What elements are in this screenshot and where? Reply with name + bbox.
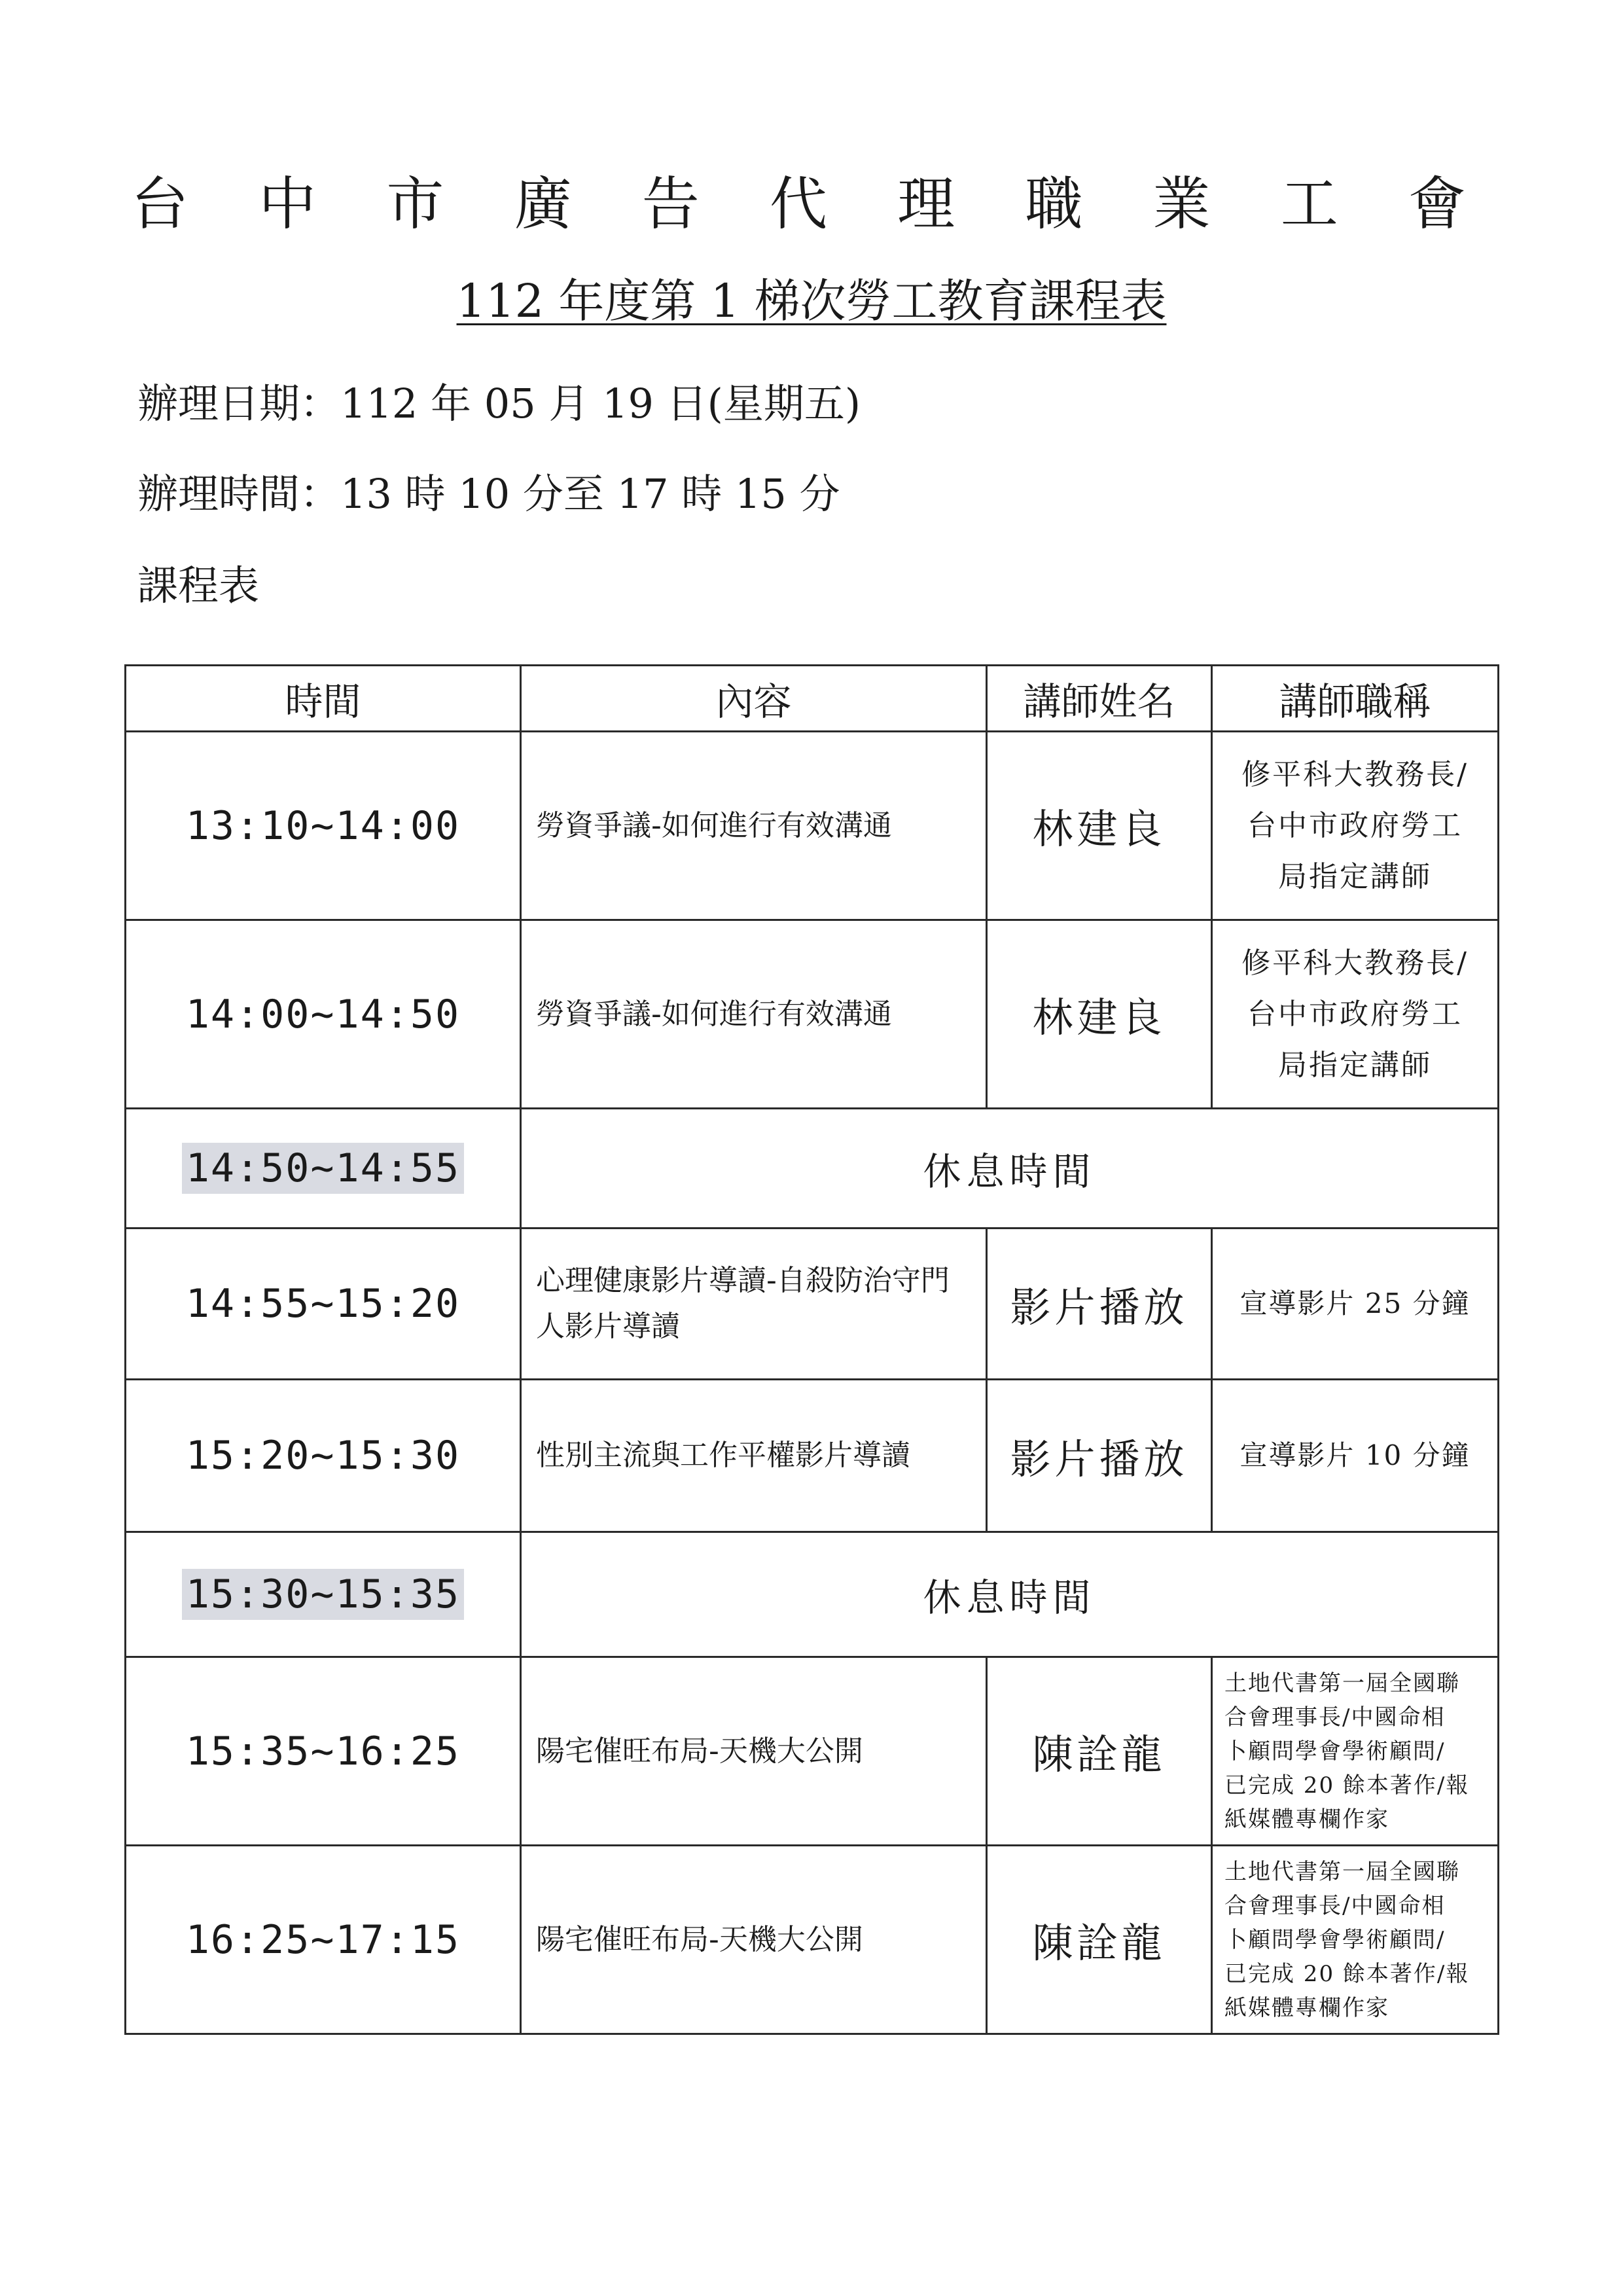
org-title-char: 理 [897, 170, 955, 238]
break-row [126, 1109, 1499, 1229]
title-line: 台中市政府勞工 [1247, 997, 1463, 1031]
subtitle-text: 112 年度第 1 梯次勞工教育課程表 [456, 274, 1167, 328]
table-row [126, 732, 1499, 920]
title-line: 合會理事長/中國命相 [1224, 1704, 1446, 1731]
event-time-line: 辦理時間：13 時 10 分至 17 時 15 分 [137, 470, 840, 518]
table-row [126, 1657, 1499, 1846]
title-line: 已完成 20 餘本著作/報 [1224, 1960, 1470, 1987]
header-lecturer-name: 講師姓名 [987, 666, 1212, 732]
org-title-char: 告 [641, 170, 700, 238]
title-line: 合會理事長/中國命相 [1224, 1892, 1446, 1919]
lecturer-cell: 影片播放 [987, 1229, 1212, 1380]
header-lecturer-title: 講師職稱 [1212, 666, 1499, 732]
content-cell: 勞資爭議-如何進行有效溝通 [521, 920, 987, 1109]
title-line: 局指定講師 [1278, 859, 1432, 893]
time-cell: 16:25~17:15 [126, 1846, 521, 2034]
table-row [126, 920, 1499, 1109]
lecturer-cell: 林建良 [987, 920, 1212, 1109]
table-row [126, 1229, 1499, 1380]
table-header-row [126, 666, 1499, 732]
org-title-char: 職 [1025, 170, 1083, 238]
org-title-char: 中 [259, 170, 317, 238]
header-time: 時間 [126, 666, 521, 732]
time-cell: 15:35~16:25 [126, 1657, 521, 1846]
title-line: 修平科大教務長/ [1241, 757, 1469, 791]
content-cell: 陽宅催旺布局-天機大公開 [521, 1657, 987, 1846]
title-line: 土地代書第一屆全國聯 [1224, 1858, 1460, 1885]
lecturer-cell: 陳詮龍 [987, 1846, 1212, 2034]
org-title-char: 廣 [514, 170, 572, 238]
document-subtitle [0, 268, 1623, 334]
time-cell [126, 1532, 521, 1657]
content-cell: 陽宅催旺布局-天機大公開 [521, 1846, 987, 2034]
time-cell: 14:00~14:50 [126, 920, 521, 1109]
title-line: 台中市政府勞工 [1247, 808, 1463, 842]
title-line: 卜顧問學會學術顧問/ [1224, 1926, 1446, 1953]
time-cell: 13:10~14:00 [126, 732, 521, 920]
lecturer-title-cell [1212, 1380, 1499, 1532]
title-line: 已完成 20 餘本著作/報 [1224, 1772, 1470, 1799]
lecturer-cell: 影片播放 [987, 1380, 1212, 1532]
lecturer-title-cell [1212, 732, 1499, 920]
course-schedule-table [124, 664, 1499, 2035]
schedule-label: 課程表 [137, 562, 260, 609]
time-cell: 14:55~15:20 [126, 1229, 521, 1380]
time-cell: 15:20~15:30 [126, 1380, 521, 1532]
lecturer-title-cell [1212, 1657, 1499, 1846]
lecturer-cell: 林建良 [987, 732, 1212, 920]
event-date-line: 辦理日期：112 年 05 月 19 日(星期五) [137, 380, 861, 427]
content-cell: 勞資爭議-如何進行有效溝通 [521, 732, 987, 920]
title-line: 紙媒體專欄作家 [1224, 1994, 1389, 2021]
content-cell: 性別主流與工作平權影片導讀 [521, 1380, 987, 1532]
title-line: 卜顧問學會學術顧問/ [1224, 1738, 1446, 1765]
break-row [126, 1532, 1499, 1657]
table-row [126, 1846, 1499, 2034]
title-line: 修平科大教務長/ [1241, 946, 1469, 980]
lecturer-cell: 陳詮龍 [987, 1657, 1212, 1846]
lecturer-title-cell [1212, 1229, 1499, 1380]
highlighted-time: 14:50~14:55 [182, 1143, 464, 1194]
content-cell: 心理健康影片導讀-自殺防治守門人影片導讀 [521, 1229, 987, 1380]
title-line: 土地代書第一屆全國聯 [1224, 1670, 1460, 1696]
header-content: 內容 [521, 666, 987, 732]
break-cell: 休息時間 [521, 1109, 1499, 1229]
title-line: 宣導影片 25 分鐘 [1240, 1287, 1471, 1319]
org-title-char: 工 [1280, 170, 1338, 238]
org-title-char: 台 [131, 170, 189, 238]
org-title-char: 代 [769, 170, 827, 238]
org-title-char: 市 [386, 170, 444, 238]
lecturer-title-cell [1212, 920, 1499, 1109]
title-line: 局指定講師 [1278, 1048, 1432, 1082]
organization-title [131, 154, 1466, 245]
org-title-char: 會 [1408, 170, 1466, 238]
lecturer-title-cell [1212, 1846, 1499, 2034]
org-title-char: 業 [1152, 170, 1211, 238]
title-line: 紙媒體專欄作家 [1224, 1806, 1389, 1833]
break-cell: 休息時間 [521, 1532, 1499, 1657]
highlighted-time: 15:30~15:35 [182, 1569, 464, 1620]
time-cell [126, 1109, 521, 1229]
table-row [126, 1380, 1499, 1532]
title-line: 宣導影片 10 分鐘 [1240, 1439, 1471, 1471]
